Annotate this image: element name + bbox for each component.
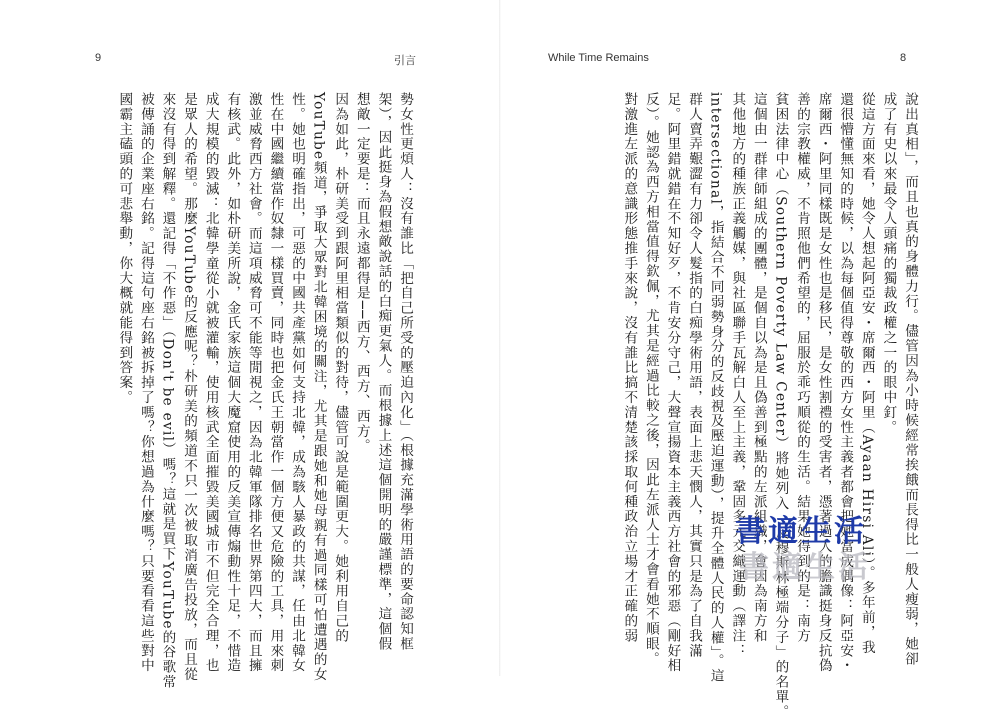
text-line: 從這方面來看，她令人想起阿亞安・席爾西・阿里（Ayaan Hirsi Ali）。多年前，我: [858, 92, 875, 655]
text-line: 這個由一群律師組成的團體，是個自以為是且偽善到極點的左派組織，會因為南方和: [750, 92, 767, 644]
text-line: 席爾西・阿里同樣既是女性也是移民，是女性割禮的受害者，憑著過人的膽識挺身反抗偽: [815, 92, 832, 674]
watermark-stamp: [735, 506, 871, 606]
text-line: 被傳誦的企業座右銘。記得這句座右銘被拆掉了嗎？你想過為什麼嗎？只要看看這些對中: [137, 92, 154, 674]
text-line: 架），因此挺身為假想敵說話的白痴更氣人。而根據上述這個開明的嚴謹標準，這個假: [375, 92, 392, 652]
text-line: 成大規模的毀滅：北韓學童從小就被灌輸，使用核武全面摧毀美國城市不但完全合理，也: [202, 92, 219, 674]
text-line: 是眾人的希望。那麼YouTube的反應呢？朴研美的頻道不只一次被取消廣告投放，而且從: [181, 92, 198, 682]
text-line: 勢女性更煩人：沒有誰比「把自己所受的壓迫內化」（根據充滿學術用語的要命認知框: [397, 92, 413, 652]
left-page-body: [113, 92, 415, 690]
page-gutter: [499, 0, 501, 676]
text-line: 因為如此，朴研美受到跟阿里相當類似的對待，儘管可說是範圍更大。她利用自己的: [332, 92, 349, 644]
right-page-number: 8: [900, 52, 907, 64]
left-page-number: 9: [95, 52, 102, 64]
text-line: 性在中國繼續當作奴隸一樣買賣，同時也把金氏王朝當作一個方便又危險的工具，用來刺: [267, 92, 284, 674]
text-line: 來沒有得到解釋。還記得「不作惡」（Don't be evil）嗎？這就是買下YouTube的谷歌常: [159, 92, 176, 690]
text-line: intersectional，指結合不同弱勢身分的反歧視及壓迫運動），提升全體人民的人權」。這: [707, 92, 724, 684]
text-line: 國霸主磕頭的可悲舉動，你大概就能得到答案。: [116, 92, 133, 405]
watermark-text-shadow: 書適生活: [739, 550, 871, 585]
text-line: 還很懵懂無知的時候，以為每個值得尊敬的西方女性主義者都會把她當成偶像：阿亞安・: [837, 92, 854, 674]
text-line: 想敵一定要是：而且永遠都得是──西方、西方、西方。: [353, 92, 370, 454]
text-line: 對激進左派的意識形態推手來說，沒有誰比搞不清楚該採取何種政治立場才正確的弱: [621, 92, 638, 644]
watermark-text: 書適生活: [735, 514, 867, 549]
text-line: 激並威脅西方社會。而這項威脅可不能等閒視之，因為北韓軍隊排名世界第四大，而且擁: [245, 92, 262, 674]
text-line: 善的宗教權威，不肯照他們希望的，屈服於乖巧順從的生活。結果她得到的是：南方: [794, 92, 811, 644]
text-line: YouTube頻道，爭取大眾對北韓困境的關注，尤其是跟她和她母親有過同樣可怕遭遇的女: [310, 92, 327, 682]
text-line: 性。她也明確指出，可惡的中國共產黨如何支持北韓，成為駭人暴政的共謀，任由北韓女: [289, 92, 306, 674]
text-line: 有核武。此外，如朴研美所說，金氏家族這個大魔窟使用的反美宣傳煽動性十足，不惜造: [224, 92, 241, 674]
text-line: 群人賣弄艱澀有力卻令人髮指的白痴學術用語，表面上悲天憫人，其實只是為了自我滿: [686, 92, 703, 659]
text-line: 其他地方的種族正義觸媒，與社區聯手瓦解白人至上主義，鞏固多元交織運動（譯注：: [729, 92, 746, 659]
text-line: 說出真相」，而且也真的身體力行。儘管因為小時候經常挨餓而長得比一般人瘦弱，她卻: [902, 92, 918, 667]
text-line: 貧困法律中心（Southern Poverty Law Center）將她列入「反穆斯林極端分子」的名單。: [772, 92, 789, 719]
text-line: 成了有史以來最令人頭痛的獨裁政權之一的眼中釘。: [880, 92, 897, 435]
left-running-head: 引言: [394, 55, 416, 67]
text-line: 反）。她認為西方相當值得欽佩，尤其是經過比較之後，因此左派人士才會看她不順眼。: [642, 92, 659, 667]
text-line: 足。阿里錯就錯在不知好歹，不肯安分守己，大聲宣揚資本主義西方社會的邪惡（剛好相: [664, 92, 681, 674]
right-running-head: While Time Remains: [548, 52, 649, 64]
